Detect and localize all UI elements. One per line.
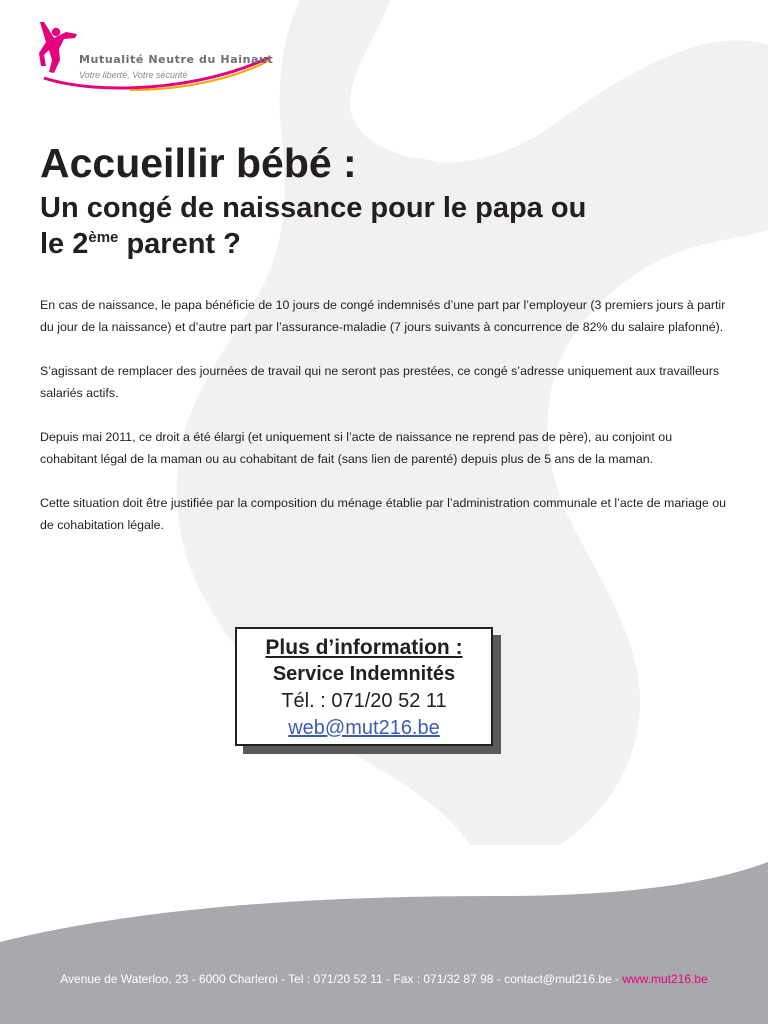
contact-info-box: [235, 627, 493, 746]
subtitle-superscript: ème: [88, 229, 119, 246]
paragraph-paternity-leave: En cas de naissance, le papa bénéficie de 10 jours de congé indemnisés d’une part par l’employeur (3 premiers jours à partir du jour de la naissance) et d’autre part par l’assurance-maladie (7 jours suivants à concurrence de 82% du salaire plafonné).: [40, 298, 726, 334]
body-text: [40, 294, 730, 558]
info-email-link[interactable]: web@mut216.be: [288, 717, 440, 739]
footer-website-link[interactable]: www.mut216.be: [622, 972, 708, 986]
organization-tagline: Votre liberté, Votre sécurité: [79, 70, 188, 80]
info-heading: Plus d’information :: [265, 636, 463, 659]
subtitle-line-1: Un congé de naissance pour le papa ou: [40, 192, 587, 224]
organization-name: Mutualité Neutre du Hainaut: [79, 53, 274, 66]
subtitle-line-2-prefix: le 2: [40, 228, 89, 260]
paragraph-justification: Cette situation doit être justifiée par la composition du ménage établie par l’administration communale et l’acte de mariage ou de cohabitation légale.: [40, 496, 726, 532]
footer: [0, 972, 768, 986]
page-title: Accueillir bébé :: [40, 140, 357, 186]
info-service: Service Indemnités: [272, 663, 456, 685]
subtitle-line-2-suffix: parent ?: [118, 228, 241, 260]
footer-address: Avenue de Waterloo, 23 - 6000 Charleroi - Tel : 071/20 52 11 - Fax : 071/32 87 98 - contact@mut216.be -: [60, 972, 623, 986]
logo: [30, 18, 280, 103]
page-subtitle: [40, 190, 740, 262]
paragraph-extension: Depuis mai 2011, ce droit a été élargi (et uniquement si l’acte de naissance ne reprend pas de père), au conjoint ou cohabitant légal de la maman ou au cohabitant de fait (sans lien de parenté) depuis plus de 5 ans de la maman.: [40, 430, 673, 466]
info-phone: Tél. : 071/20 52 11: [281, 690, 447, 712]
paragraph-eligibility: S’agissant de remplacer des journées de travail qui ne seront pas prestées, ce congé s’adresse uniquement aux travailleurs salariés actifs.: [40, 364, 720, 400]
